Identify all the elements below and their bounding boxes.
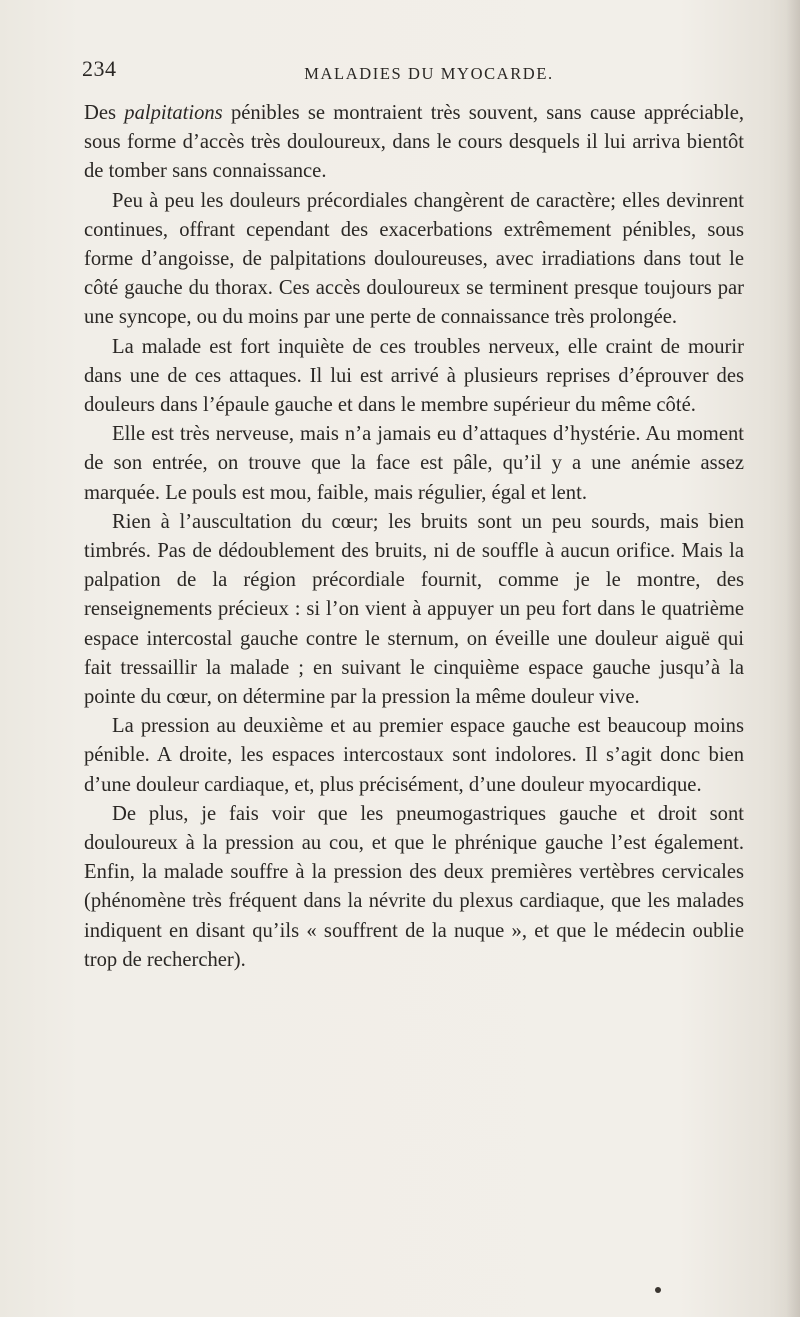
- paragraph-lead: Des: [84, 102, 125, 124]
- paragraph: Peu à peu les douleurs précordiales changèrent de caractère; elles devinrent continues, offrant cependant des exacerbations extrêmement pénibles, sous forme d’angoisse, de palpitations douloureuses, avec irradiations dans tout le côté gauche du thorax. Ces accès douloureux se terminent presque toujours par une syncope, ou du moins par une perte de connaissance très prolongée.: [84, 189, 744, 329]
- ink-speck: [655, 1287, 661, 1293]
- page-header: [84, 58, 744, 86]
- paragraph: [84, 99, 744, 187]
- paragraph: Elle est très nerveuse, mais n’a jamais eu d’attaques d’hystérie. Au moment de son entrée, on trouve que la face est pâle, qu’il y a une anémie assez marquée. Le pouls est mou, faible, mais régulier, égal et lent.: [84, 423, 744, 504]
- emphasized-word: palpitations: [124, 102, 223, 124]
- paragraph: La pression au deuxième et au premier espace gauche est beaucoup moins pénible. A droite, les espaces intercostaux sont indolores. Il s’agit donc bien d’une douleur cardiaque, et, plus précisément, d’une douleur myocardique.: [84, 715, 744, 796]
- paragraph: Rien à l’auscultation du cœur; les bruits sont un peu sourds, mais bien timbrés. Pas de dédoublement des bruits, ni de souffle à aucun orifice. Mais la palpation de la région précordiale fournit, comme je le montre, des renseignements précieux : si l’on vient à appuyer un peu fort dans le quatrième espace intercostal gauche contre le sternum, on éveille une douleur aiguë qui fait tressaillir la malade ; en suivant le cinquième espace gauche jusqu’à la pointe du cœur, on détermine par la pression la même douleur vive.: [84, 510, 744, 709]
- body-text: [84, 99, 744, 975]
- running-title: MALADIES DU MYOCARDE.: [304, 64, 554, 83]
- paragraph: La malade est fort inquiète de ces troubles nerveux, elle craint de mourir dans une de ces attaques. Il lui est arrivé à plusieurs reprises d’éprouver des douleurs dans l’épaule gauche et dans le membre supérieur du même côté.: [84, 335, 744, 417]
- paragraph-text: pénibles se montraient très souvent, sans cause appréciable, sous forme d’accès très douloureux, dans le cours desquels il lui arriva bientôt de tomber sans connaissance.: [84, 102, 744, 183]
- paragraph: De plus, je fais voir que les pneumogastriques gauche et droit sont douloureux à la pression au cou, et que le phrénique gauche l’est également. Enfin, la malade souffre à la pression des deux premières vertèbres cervicales (phénomène très fréquent dans la névrite du plexus cardiaque, que les malades indiquent en disant qu’ils « souffrent de la nuque », et que le médecin oublie trop de rechercher).: [84, 802, 744, 971]
- page-number: 234: [82, 56, 117, 81]
- page-edge-shadow: [786, 0, 800, 1317]
